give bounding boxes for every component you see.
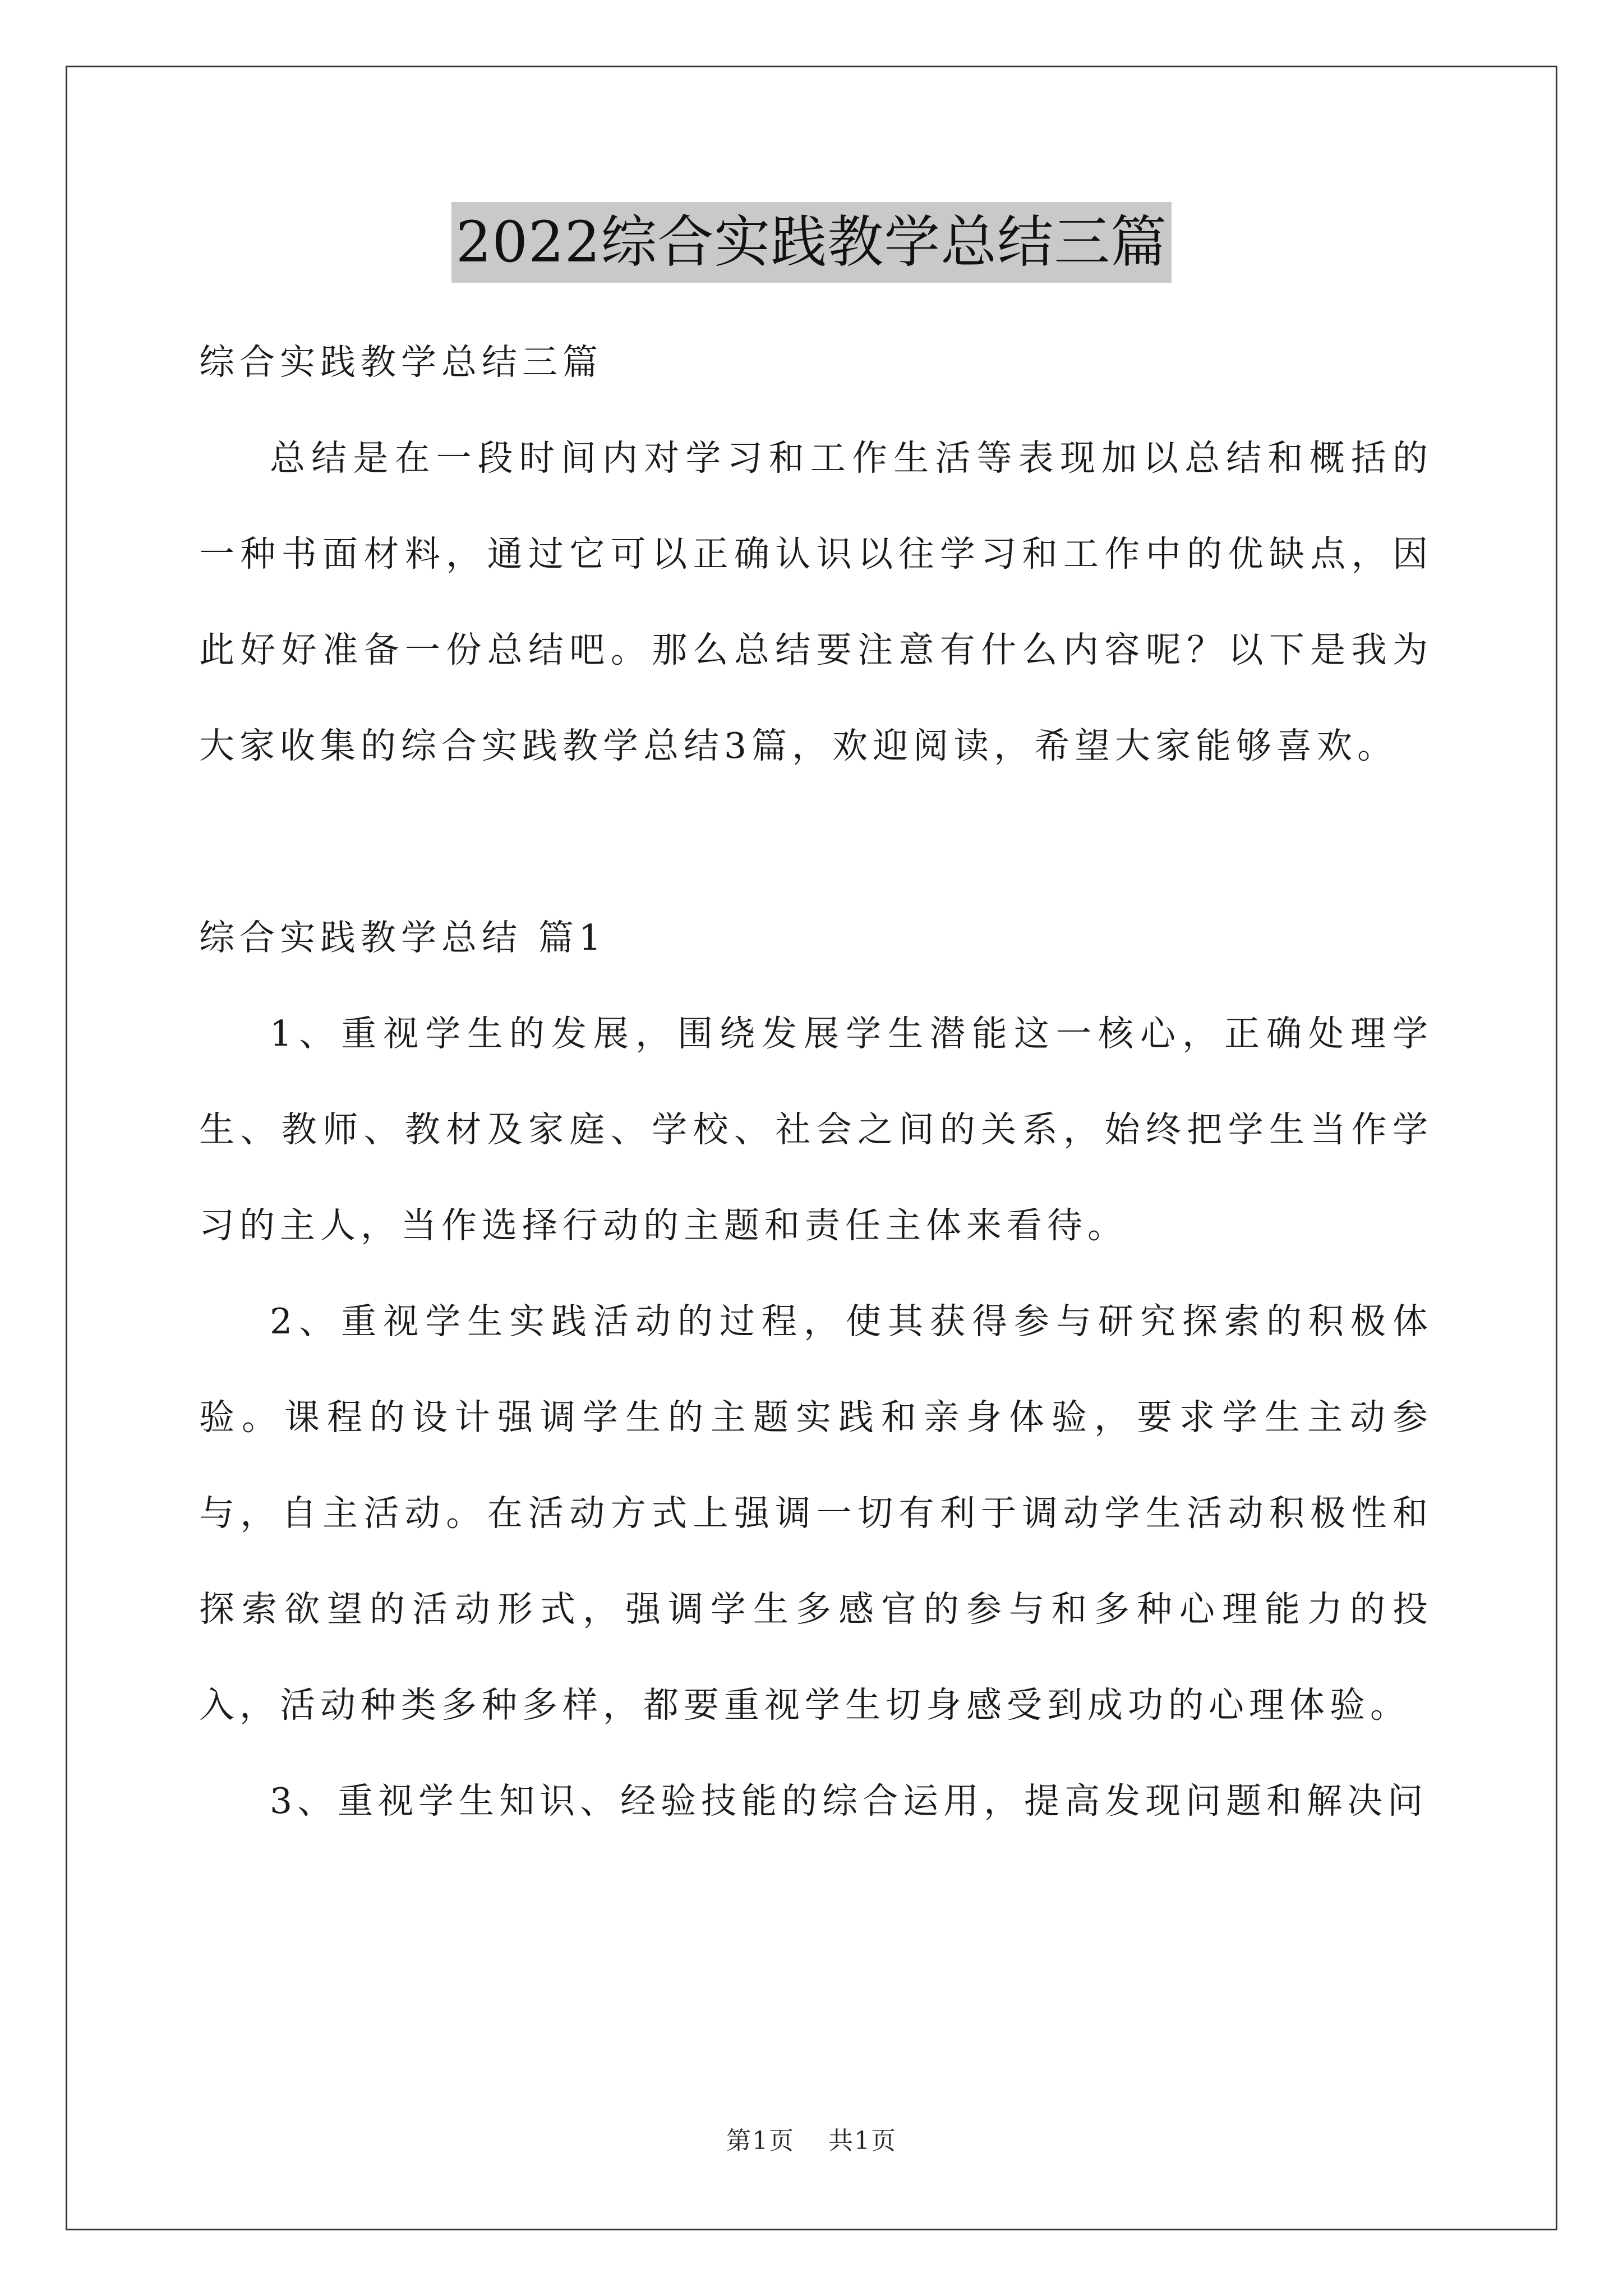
body-paragraph-1: 1、重视学生的发展，围绕发展学生潜能这一核心，正确处理学生、教师、教材及家庭、学校、社会之间的关系，始终把学生当作学习的主人，当作选择行动的主题和责任主体来看待。 bbox=[199, 1013, 1433, 1246]
section-heading: 综合实践教学总结 篇1 bbox=[199, 917, 607, 958]
intro-paragraph: 总结是在一段时间内对学习和工作生活等表现加以总结和概括的一种书面材料，通过它可以正确认识以往学习和工作中的优缺点，因此好好准备一份总结吧。那么总结要注意有什么内容呢？以下是我为大家收集的综合实践教学总结3篇，欢迎阅读，希望大家能够喜欢。 bbox=[199, 438, 1433, 766]
section-spacer bbox=[199, 794, 1433, 890]
page-footer bbox=[0, 2124, 1623, 2158]
title-container bbox=[0, 202, 1623, 283]
page-number-total: 共1页 bbox=[828, 2127, 897, 2155]
document-subtitle: 综合实践教学总结三篇 bbox=[199, 342, 603, 383]
body-paragraph-3: 3、重视学生知识、经验技能的综合运用，提高发现问题和解决问 bbox=[270, 1780, 1428, 1821]
page-number-current: 第1页 bbox=[726, 2127, 795, 2155]
body-paragraph-2: 2、重视学生实践活动的过程，使其获得参与研究探索的积极体验。课程的设计强调学生的主题实践和亲身体验，要求学生主动参与，自主活动。在活动方式上强调一切有利于调动学生活动积极性和探索欲望的活动形式，强调学生多感官的参与和多种心理能力的投入，活动种类多种多样，都要重视学生切身感受到成功的心理体验。 bbox=[199, 1301, 1433, 1726]
document-body bbox=[199, 314, 1433, 1849]
document-title: 2022综合实践教学总结三篇 bbox=[451, 202, 1172, 283]
